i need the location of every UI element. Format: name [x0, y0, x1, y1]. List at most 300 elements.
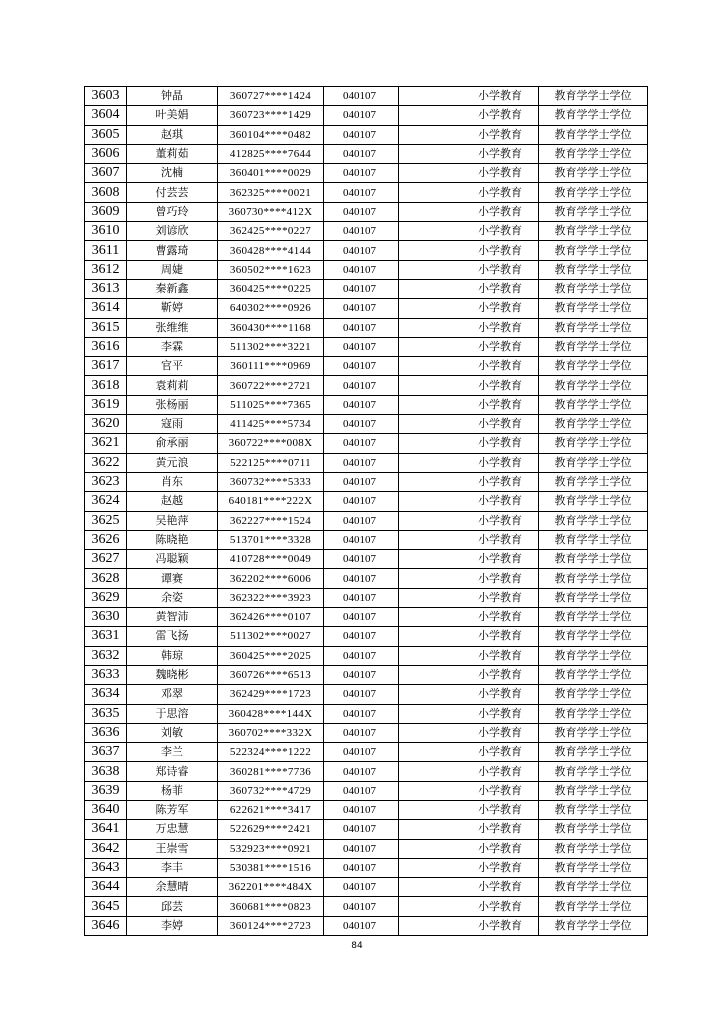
degree-type-cell: 教育学学士学位	[539, 800, 648, 819]
degree-type-cell: 教育学学士学位	[539, 627, 648, 646]
student-name-cell: 于思溶	[127, 704, 218, 723]
id-number-cell: 412825****7644	[218, 144, 324, 163]
table-row	[85, 357, 648, 376]
table-row	[85, 241, 648, 260]
major-name-cell: 小学教育	[399, 318, 539, 337]
degree-type-cell: 教育学学士学位	[539, 511, 648, 530]
table-row	[85, 164, 648, 183]
id-number-cell: 360111****0969	[218, 357, 324, 376]
sequence-number-cell: 3631	[85, 627, 127, 646]
major-code-cell: 040107	[324, 183, 399, 202]
degree-type-cell: 教育学学士学位	[539, 164, 648, 183]
degree-type-cell: 教育学学士学位	[539, 357, 648, 376]
major-name-cell: 小学教育	[399, 897, 539, 916]
major-code-cell: 040107	[324, 492, 399, 511]
major-code-cell: 040107	[324, 144, 399, 163]
major-code-cell: 040107	[324, 511, 399, 530]
major-name-cell: 小学教育	[399, 569, 539, 588]
major-name-cell: 小学教育	[399, 492, 539, 511]
student-name-cell: 李霖	[127, 337, 218, 356]
id-number-cell: 362201****484X	[218, 878, 324, 897]
id-number-cell: 360425****2025	[218, 646, 324, 665]
table-row	[85, 820, 648, 839]
sequence-number-cell: 3607	[85, 164, 127, 183]
sequence-number-cell: 3630	[85, 608, 127, 627]
student-name-cell: 李兰	[127, 743, 218, 762]
major-name-cell: 小学教育	[399, 550, 539, 569]
major-name-cell: 小学教育	[399, 125, 539, 144]
table-row	[85, 183, 648, 202]
table-row	[85, 144, 648, 163]
sequence-number-cell: 3641	[85, 820, 127, 839]
student-name-cell: 李婷	[127, 916, 218, 935]
table-row	[85, 125, 648, 144]
student-name-cell: 万忠慧	[127, 820, 218, 839]
major-name-cell: 小学教育	[399, 704, 539, 723]
major-code-cell: 040107	[324, 550, 399, 569]
degree-type-cell: 教育学学士学位	[539, 550, 648, 569]
sequence-number-cell: 3629	[85, 588, 127, 607]
student-name-cell: 靳婷	[127, 299, 218, 318]
major-name-cell: 小学教育	[399, 858, 539, 877]
table-row	[85, 434, 648, 453]
id-number-cell: 532923****0921	[218, 839, 324, 858]
major-name-cell: 小学教育	[399, 646, 539, 665]
student-name-cell: 董莉茹	[127, 144, 218, 163]
major-name-cell: 小学教育	[399, 588, 539, 607]
student-name-cell: 雷飞扬	[127, 627, 218, 646]
degree-type-cell: 教育学学士学位	[539, 743, 648, 762]
major-code-cell: 040107	[324, 299, 399, 318]
table-row	[85, 627, 648, 646]
degree-type-cell: 教育学学士学位	[539, 820, 648, 839]
degree-type-cell: 教育学学士学位	[539, 646, 648, 665]
degree-type-cell: 教育学学士学位	[539, 569, 648, 588]
degree-type-cell: 教育学学士学位	[539, 608, 648, 627]
degree-type-cell: 教育学学士学位	[539, 839, 648, 858]
student-name-cell: 余慧晴	[127, 878, 218, 897]
student-name-cell: 余姿	[127, 588, 218, 607]
major-code-cell: 040107	[324, 472, 399, 491]
major-name-cell: 小学教育	[399, 376, 539, 395]
major-code-cell: 040107	[324, 241, 399, 260]
major-code-cell: 040107	[324, 588, 399, 607]
major-code-cell: 040107	[324, 858, 399, 877]
major-name-cell: 小学教育	[399, 762, 539, 781]
student-name-cell: 李丰	[127, 858, 218, 877]
major-code-cell: 040107	[324, 878, 399, 897]
major-name-cell: 小学教育	[399, 395, 539, 414]
sequence-number-cell: 3605	[85, 125, 127, 144]
sequence-number-cell: 3624	[85, 492, 127, 511]
id-number-cell: 360722****2721	[218, 376, 324, 395]
major-name-cell: 小学教育	[399, 299, 539, 318]
major-name-cell: 小学教育	[399, 260, 539, 279]
id-number-cell: 640302****0926	[218, 299, 324, 318]
id-number-cell: 530381****1516	[218, 858, 324, 877]
student-name-cell: 谭赛	[127, 569, 218, 588]
major-code-cell: 040107	[324, 897, 399, 916]
id-number-cell: 522324****1222	[218, 743, 324, 762]
student-name-cell: 秦新鑫	[127, 279, 218, 298]
id-number-cell: 360726****6513	[218, 665, 324, 684]
major-code-cell: 040107	[324, 337, 399, 356]
student-name-cell: 黄元浪	[127, 453, 218, 472]
major-name-cell: 小学教育	[399, 241, 539, 260]
table-row	[85, 337, 648, 356]
student-name-cell: 郑诗睿	[127, 762, 218, 781]
degree-type-cell: 教育学学士学位	[539, 241, 648, 260]
id-number-cell: 360723****1429	[218, 106, 324, 125]
id-number-cell: 360425****0225	[218, 279, 324, 298]
id-number-cell: 360104****0482	[218, 125, 324, 144]
student-name-cell: 黄智沛	[127, 608, 218, 627]
major-name-cell: 小学教育	[399, 608, 539, 627]
table-row	[85, 897, 648, 916]
degree-type-cell: 教育学学士学位	[539, 588, 648, 607]
major-code-cell: 040107	[324, 376, 399, 395]
student-name-cell: 刘敏	[127, 723, 218, 742]
sequence-number-cell: 3621	[85, 434, 127, 453]
sequence-number-cell: 3623	[85, 472, 127, 491]
student-name-cell: 韩琼	[127, 646, 218, 665]
major-code-cell: 040107	[324, 839, 399, 858]
major-code-cell: 040107	[324, 723, 399, 742]
major-name-cell: 小学教育	[399, 723, 539, 742]
major-name-cell: 小学教育	[399, 415, 539, 434]
table-row	[85, 723, 648, 742]
sequence-number-cell: 3618	[85, 376, 127, 395]
id-number-cell: 362322****3923	[218, 588, 324, 607]
id-number-cell: 410728****0049	[218, 550, 324, 569]
degree-type-cell: 教育学学士学位	[539, 878, 648, 897]
student-name-cell: 寇雨	[127, 415, 218, 434]
degree-type-cell: 教育学学士学位	[539, 125, 648, 144]
major-code-cell: 040107	[324, 453, 399, 472]
sequence-number-cell: 3646	[85, 916, 127, 935]
degree-type-cell: 教育学学士学位	[539, 202, 648, 221]
id-number-cell: 362429****1723	[218, 685, 324, 704]
major-code-cell: 040107	[324, 704, 399, 723]
sequence-number-cell: 3625	[85, 511, 127, 530]
id-number-cell: 360430****1168	[218, 318, 324, 337]
sequence-number-cell: 3619	[85, 395, 127, 414]
major-code-cell: 040107	[324, 762, 399, 781]
sequence-number-cell: 3616	[85, 337, 127, 356]
degree-type-cell: 教育学学士学位	[539, 723, 648, 742]
student-name-cell: 叶美娟	[127, 106, 218, 125]
major-code-cell: 040107	[324, 202, 399, 221]
student-name-cell: 邱芸	[127, 897, 218, 916]
table-row	[85, 415, 648, 434]
major-code-cell: 040107	[324, 530, 399, 549]
major-name-cell: 小学教育	[399, 627, 539, 646]
major-code-cell: 040107	[324, 125, 399, 144]
sequence-number-cell: 3622	[85, 453, 127, 472]
major-name-cell: 小学教育	[399, 878, 539, 897]
major-name-cell: 小学教育	[399, 685, 539, 704]
sequence-number-cell: 3608	[85, 183, 127, 202]
major-code-cell: 040107	[324, 164, 399, 183]
table-row	[85, 376, 648, 395]
sequence-number-cell: 3645	[85, 897, 127, 916]
major-name-cell: 小学教育	[399, 916, 539, 935]
degree-type-cell: 教育学学士学位	[539, 762, 648, 781]
degree-type-cell: 教育学学士学位	[539, 279, 648, 298]
sequence-number-cell: 3613	[85, 279, 127, 298]
major-name-cell: 小学教育	[399, 222, 539, 241]
student-name-cell: 张维维	[127, 318, 218, 337]
id-number-cell: 360732****4729	[218, 781, 324, 800]
id-number-cell: 411425****5734	[218, 415, 324, 434]
sequence-number-cell: 3606	[85, 144, 127, 163]
major-code-cell: 040107	[324, 569, 399, 588]
sequence-number-cell: 3635	[85, 704, 127, 723]
major-code-cell: 040107	[324, 685, 399, 704]
sequence-number-cell: 3603	[85, 87, 127, 106]
table-row	[85, 588, 648, 607]
sequence-number-cell: 3626	[85, 530, 127, 549]
major-name-cell: 小学教育	[399, 530, 539, 549]
major-code-cell: 040107	[324, 916, 399, 935]
major-code-cell: 040107	[324, 357, 399, 376]
major-code-cell: 040107	[324, 395, 399, 414]
major-name-cell: 小学教育	[399, 279, 539, 298]
major-code-cell: 040107	[324, 87, 399, 106]
id-number-cell: 362325****0021	[218, 183, 324, 202]
degree-type-cell: 教育学学士学位	[539, 183, 648, 202]
student-name-cell: 赵越	[127, 492, 218, 511]
id-number-cell: 360681****0823	[218, 897, 324, 916]
id-number-cell: 362425****0227	[218, 222, 324, 241]
id-number-cell: 360428****4144	[218, 241, 324, 260]
table-row	[85, 569, 648, 588]
degree-type-cell: 教育学学士学位	[539, 916, 648, 935]
major-name-cell: 小学教育	[399, 743, 539, 762]
sequence-number-cell: 3632	[85, 646, 127, 665]
major-name-cell: 小学教育	[399, 665, 539, 684]
sequence-number-cell: 3610	[85, 222, 127, 241]
sequence-number-cell: 3637	[85, 743, 127, 762]
major-name-cell: 小学教育	[399, 357, 539, 376]
major-code-cell: 040107	[324, 665, 399, 684]
degree-type-cell: 教育学学士学位	[539, 472, 648, 491]
id-number-cell: 360730****412X	[218, 202, 324, 221]
table-row	[85, 781, 648, 800]
table-row	[85, 530, 648, 549]
table-row	[85, 395, 648, 414]
degree-type-cell: 教育学学士学位	[539, 685, 648, 704]
student-name-cell: 吴艳萍	[127, 511, 218, 530]
sequence-number-cell: 3617	[85, 357, 127, 376]
student-name-cell: 魏晓彬	[127, 665, 218, 684]
major-name-cell: 小学教育	[399, 164, 539, 183]
sequence-number-cell: 3639	[85, 781, 127, 800]
sequence-number-cell: 3614	[85, 299, 127, 318]
id-number-cell: 360502****1623	[218, 260, 324, 279]
degree-type-cell: 教育学学士学位	[539, 492, 648, 511]
sequence-number-cell: 3640	[85, 800, 127, 819]
table-row	[85, 665, 648, 684]
degree-type-cell: 教育学学士学位	[539, 530, 648, 549]
table-row	[85, 511, 648, 530]
table-row	[85, 878, 648, 897]
degree-type-cell: 教育学学士学位	[539, 434, 648, 453]
table-row	[85, 858, 648, 877]
id-number-cell: 360722****008X	[218, 434, 324, 453]
table-row	[85, 202, 648, 221]
id-number-cell: 362202****6006	[218, 569, 324, 588]
table-body	[85, 87, 648, 936]
student-name-cell: 曾巧玲	[127, 202, 218, 221]
sequence-number-cell: 3604	[85, 106, 127, 125]
student-name-cell: 陈晓艳	[127, 530, 218, 549]
degree-type-cell: 教育学学士学位	[539, 222, 648, 241]
student-name-cell: 张杨丽	[127, 395, 218, 414]
degree-type-cell: 教育学学士学位	[539, 87, 648, 106]
major-code-cell: 040107	[324, 608, 399, 627]
table-row	[85, 106, 648, 125]
table-row	[85, 279, 648, 298]
table-row	[85, 318, 648, 337]
table-row	[85, 260, 648, 279]
major-name-cell: 小学教育	[399, 202, 539, 221]
page-number: 84	[351, 941, 363, 951]
major-code-cell: 040107	[324, 743, 399, 762]
sequence-number-cell: 3628	[85, 569, 127, 588]
id-number-cell: 360401****0029	[218, 164, 324, 183]
sequence-number-cell: 3633	[85, 665, 127, 684]
sequence-number-cell: 3638	[85, 762, 127, 781]
major-name-cell: 小学教育	[399, 800, 539, 819]
table-row	[85, 800, 648, 819]
id-number-cell: 513701****3328	[218, 530, 324, 549]
table-row	[85, 916, 648, 935]
degree-type-cell: 教育学学士学位	[539, 318, 648, 337]
student-name-cell: 俞承丽	[127, 434, 218, 453]
table-row	[85, 704, 648, 723]
major-code-cell: 040107	[324, 260, 399, 279]
major-code-cell: 040107	[324, 106, 399, 125]
table-row	[85, 608, 648, 627]
student-name-cell: 袁莉莉	[127, 376, 218, 395]
table-row	[85, 87, 648, 106]
degree-type-cell: 教育学学士学位	[539, 704, 648, 723]
id-number-cell: 522629****2421	[218, 820, 324, 839]
table-row	[85, 550, 648, 569]
degree-type-cell: 教育学学士学位	[539, 781, 648, 800]
major-name-cell: 小学教育	[399, 144, 539, 163]
id-number-cell: 622621****3417	[218, 800, 324, 819]
degree-type-cell: 教育学学士学位	[539, 144, 648, 163]
major-name-cell: 小学教育	[399, 472, 539, 491]
table-row	[85, 472, 648, 491]
table-row	[85, 299, 648, 318]
student-name-cell: 冯聪颖	[127, 550, 218, 569]
table-row	[85, 222, 648, 241]
id-number-cell: 362227****1524	[218, 511, 324, 530]
table-row	[85, 685, 648, 704]
degree-type-cell: 教育学学士学位	[539, 415, 648, 434]
sequence-number-cell: 3642	[85, 839, 127, 858]
student-name-cell: 付芸芸	[127, 183, 218, 202]
major-code-cell: 040107	[324, 222, 399, 241]
major-code-cell: 040107	[324, 434, 399, 453]
major-name-cell: 小学教育	[399, 434, 539, 453]
id-number-cell: 360124****2723	[218, 916, 324, 935]
major-name-cell: 小学教育	[399, 511, 539, 530]
sequence-number-cell: 3611	[85, 241, 127, 260]
sequence-number-cell: 3627	[85, 550, 127, 569]
degree-type-cell: 教育学学士学位	[539, 337, 648, 356]
sequence-number-cell: 3636	[85, 723, 127, 742]
degree-type-cell: 教育学学士学位	[539, 453, 648, 472]
major-name-cell: 小学教育	[399, 337, 539, 356]
major-code-cell: 040107	[324, 415, 399, 434]
table-row	[85, 743, 648, 762]
major-code-cell: 040107	[324, 800, 399, 819]
graduate-degree-table	[84, 86, 648, 936]
degree-type-cell: 教育学学士学位	[539, 106, 648, 125]
major-code-cell: 040107	[324, 646, 399, 665]
sequence-number-cell: 3634	[85, 685, 127, 704]
major-code-cell: 040107	[324, 318, 399, 337]
major-name-cell: 小学教育	[399, 87, 539, 106]
id-number-cell: 362426****0107	[218, 608, 324, 627]
id-number-cell: 360428****144X	[218, 704, 324, 723]
student-name-cell: 沈楠	[127, 164, 218, 183]
degree-type-cell: 教育学学士学位	[539, 376, 648, 395]
table-row	[85, 762, 648, 781]
sequence-number-cell: 3644	[85, 878, 127, 897]
student-name-cell: 曹露琦	[127, 241, 218, 260]
degree-type-cell: 教育学学士学位	[539, 260, 648, 279]
student-name-cell: 王崇雪	[127, 839, 218, 858]
table-row	[85, 646, 648, 665]
major-code-cell: 040107	[324, 820, 399, 839]
id-number-cell: 360732****5333	[218, 472, 324, 491]
id-number-cell: 360281****7736	[218, 762, 324, 781]
sequence-number-cell: 3609	[85, 202, 127, 221]
major-name-cell: 小学教育	[399, 453, 539, 472]
id-number-cell: 640181****222X	[218, 492, 324, 511]
student-name-cell: 刘谚欣	[127, 222, 218, 241]
table-row	[85, 453, 648, 472]
sequence-number-cell: 3615	[85, 318, 127, 337]
id-number-cell: 360727****1424	[218, 87, 324, 106]
id-number-cell: 522125****0711	[218, 453, 324, 472]
major-code-cell: 040107	[324, 627, 399, 646]
sequence-number-cell: 3612	[85, 260, 127, 279]
student-name-cell: 陈芳军	[127, 800, 218, 819]
major-name-cell: 小学教育	[399, 106, 539, 125]
id-number-cell: 511302****0027	[218, 627, 324, 646]
sequence-number-cell: 3643	[85, 858, 127, 877]
student-name-cell: 杨菲	[127, 781, 218, 800]
table-row	[85, 839, 648, 858]
degree-type-cell: 教育学学士学位	[539, 897, 648, 916]
major-name-cell: 小学教育	[399, 820, 539, 839]
major-name-cell: 小学教育	[399, 839, 539, 858]
degree-type-cell: 教育学学士学位	[539, 665, 648, 684]
major-code-cell: 040107	[324, 781, 399, 800]
degree-type-cell: 教育学学士学位	[539, 858, 648, 877]
student-name-cell: 肖东	[127, 472, 218, 491]
id-number-cell: 511025****7365	[218, 395, 324, 414]
id-number-cell: 511302****3221	[218, 337, 324, 356]
student-name-cell: 钟晶	[127, 87, 218, 106]
student-name-cell: 周婕	[127, 260, 218, 279]
